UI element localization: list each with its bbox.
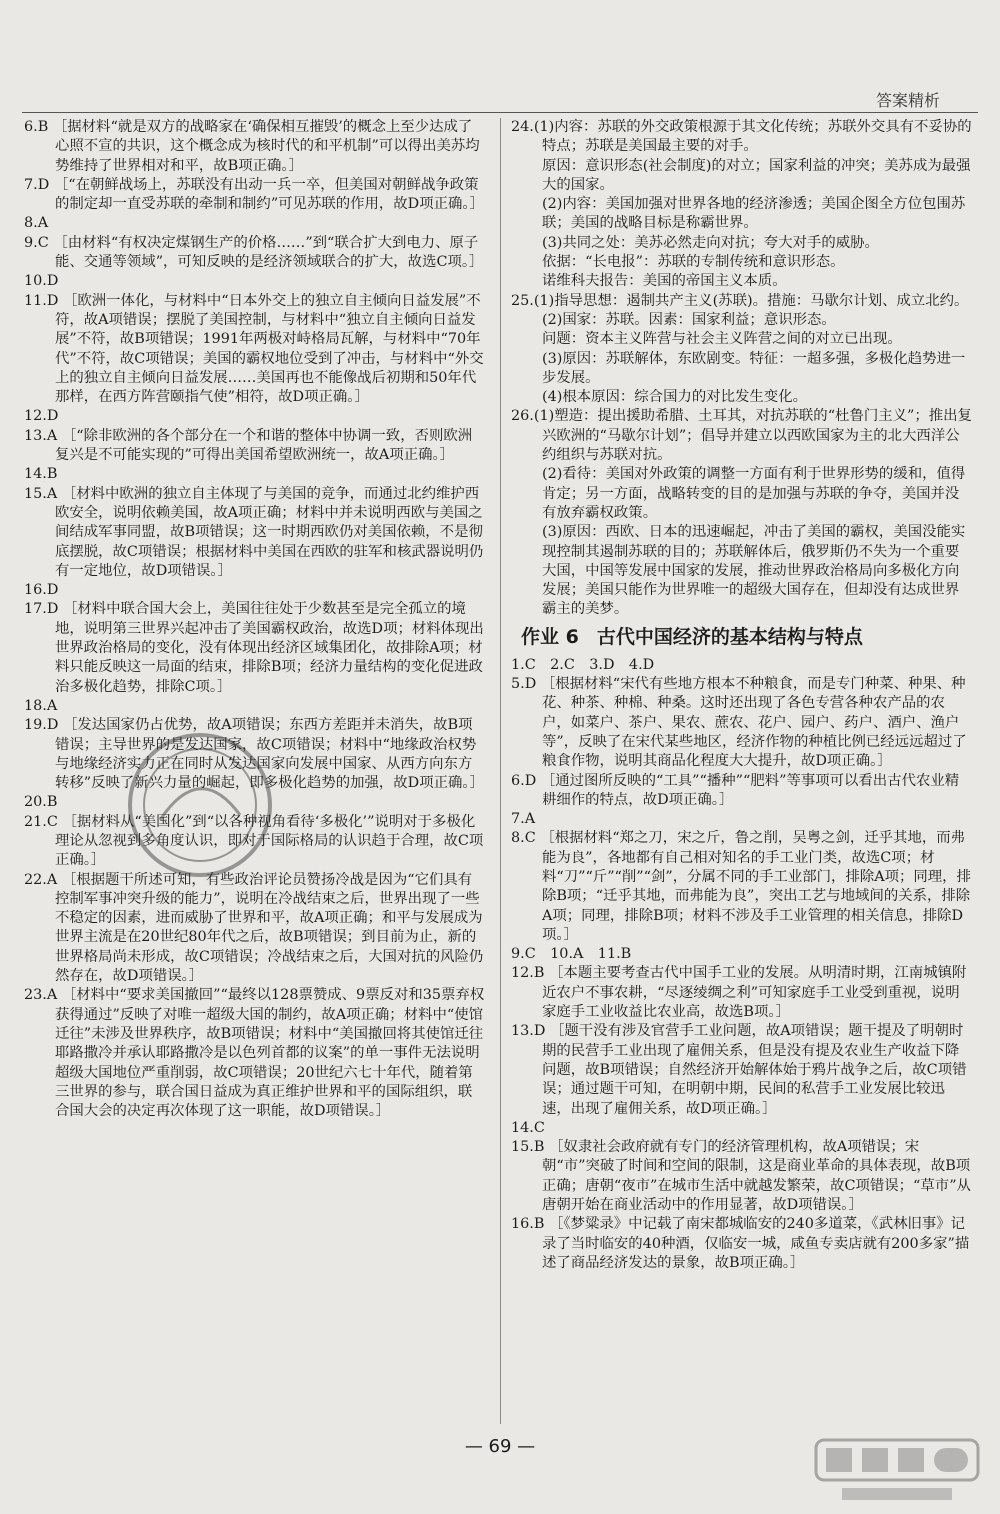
answer-entry: 11.D ［欧洲一体化，与材料中“日本外交上的独立自主倾向日益发展”不符，故A项错误；摆脱了美国控制，与材料中“独立自主倾向日益发展”不符，故B项错误；1991年两极对峙格局瓦解，与材料中“70年代”不符，故C项错误；美国的霸权地位受到了冲击，与材料中“外交上的独立自主倾向日益发展……美国再也不能像战后初期和50年代那样，在西方阵营颐指气使”相符，故D项正确。］ (24, 292, 484, 406)
answer-entry: (3)原因：苏联解体，东欧剧变。特征：一超多强，多极化趋势进一步发展。 (541, 350, 966, 386)
answer-entry: 13.A ［“除非欧洲的各个部分在一个和谐的整体中协调一致，否则欧洲复兴是不可能实现的”可得出美国希望欧洲统一，故A项正确。］ (24, 427, 473, 464)
answer-entry: 13.D ［题干没有涉及官营手工业问题，故A项错误；题干提及了明朝时期的民营手工业出现了雇佣关系，但是没有提及农业生产收益下降问题，故B项错误；自然经济开始解体始于鸦片战争之后，故C项错误；通过题干可知，在明朝中期，民间的私营手工业发展比较迅速，出现了雇佣关系，故D项正确。］ (511, 1023, 967, 1117)
answer-entry: 15.B ［奴隶社会政府就有专门的经济管理机构，故A项错误；宋朝“市”突破了时间和空间的限制，这是商业革命的具体表现，故B项正确；唐朝“夜市”在城市生活中就越发繁荣，故C项错误；“草市”从唐朝开始在商业活动中的作用显著，故D项错误。］ (511, 1139, 971, 1214)
section-label: 作业 6 (521, 625, 579, 648)
answers-part1 (511, 118, 973, 620)
answer-entry: 原因：意识形态(社会制度)的对立；国家利益的冲突；美苏成为最强大的国家。 (541, 157, 971, 193)
answer-entry: 25.(1)指导思想：遏制共产主义(苏联)。措施：马歇尔计划、成立北约。 (511, 292, 969, 309)
answer-entry: 14.C (511, 1119, 545, 1136)
answer-entry: (2)国家：苏联。因素：国家利益；意识形态。 (541, 311, 836, 328)
answer-entry: (2)内容：美国加强对世界各地的经济渗透；美国企图全方位包围苏联；美国的战略目标是称霸世界。 (541, 196, 966, 232)
answer-entry: 6.B ［据材料“就是双方的战略家在‘确保相互摧毁’的概念上至少达成了心照不宣的共识，这个概念成为核时代的和平机制”可以得出美苏均势维持了世界相对和平，故B项正确。］ (24, 119, 480, 174)
answer-entry: 9.C ［由材料“有权决定煤钢生产的价格……”到“联合扩大到电力、原子能、交通等领域”，可知反映的是经济领域联合的扩大，故选C项。］ (24, 234, 484, 271)
answer-entry: (3)原因：西欧、日本的迅速崛起，冲击了美国的霸权，美国没能实现控制其遏制苏联的目的；苏联解体后，俄罗斯仍不失为一个重要大国，中国等发展中国家的发展，推动世界政治格局向多极化方向发展；美国只能作为世界唯一的超级大国存在，但却没有达成世界霸主的美梦。 (541, 524, 966, 618)
right-column (511, 118, 973, 1273)
answer-entry: 1.C 2.C 3.D 4.D (511, 656, 655, 673)
answer-entry: 问题：资本主义阵营与社会主义阵营之间的对立已出现。 (541, 331, 902, 348)
answer-entry: 诺维科夫报告：美国的帝国主义本质。 (541, 273, 787, 290)
answer-entry: 16.D (24, 582, 59, 599)
answers-part2 (511, 656, 973, 1274)
answer-entry: 12.D (24, 408, 59, 425)
answer-entry: (4)根本原因：综合国力的对比发生变化。 (541, 389, 807, 406)
section-heading (521, 624, 973, 650)
section-title: 古代中国经济的基本结构与特点 (596, 625, 863, 648)
answer-entry: 20.B (24, 794, 58, 811)
answer-entry: 21.C ［据材料从“美国化”到“以各种视角看待‘多极化’”说明对于多极化理论从忽视到多角度认识，即对于国际格局的认识趋于合理，故C项正确。］ (24, 813, 484, 869)
answer-entry: (2)看待：美国对外政策的调整一方面有利于世界形势的缓和，值得肯定；另一方面，战略转变的目的是加强与苏联的争夺，美国并没有放弃霸权政策。 (541, 466, 966, 521)
answer-entry: 18.A (24, 697, 58, 714)
answer-entry: 依据：“长电报”：苏联的专制传统和意识形态。 (541, 254, 845, 271)
left-column (24, 118, 486, 1121)
answer-entry: 24.(1)内容：苏联的外交政策根源于其文化传统；苏联外交具有不妥协的特点；苏联是美国最主要的对手。 (511, 119, 972, 155)
answer-entry: 16.B ［《梦粱录》中记载了南宋都城临安的240多道菜，《武林旧事》记录了当时临安的40种酒，仅临安一城，咸鱼专卖店就有200多家”描述了商品经济发达的景象，故B项正确。］ (511, 1216, 970, 1271)
page-number: — 69 — (464, 1436, 536, 1457)
answer-entry: 7.A (511, 811, 536, 828)
answer-entry: (3)共同之处：美苏必然走向对抗；夸大对手的威胁。 (541, 234, 879, 251)
answer-entry: 5.D ［根据材料“宋代有些地方根本不种粮食，而是专门种菜、种果、种花、种茶、种棉、种桑。这时还出现了各色专营各种农产品的农户，如菜户、茶户、果农、蔗农、花户、园户、药户、酒户、渔户等”，反映了在宋代某些地区，经济作物的种植比例已经远远超过了粮食作物，说明其商品化程度大大提升，故D项正确。］ (511, 676, 967, 770)
answer-entry: 12.B ［本题主要考查古代中国手工业的发展。从明清时期，江南城镇附近农户不事农耕，“尽逐绫绸之利”可知家庭手工业受到重视，说明家庭手工业收益比农业高，故选B项。］ (511, 965, 967, 1021)
answer-entry: 17.D ［材料中联合国大会上，美国往往处于少数甚至是完全孤立的境地，说明第三世界兴起冲击了美国霸权政治，故选D项；材料体现出世界政治格局的变化，没有体现出经济区域集团化，故排除A项；材料只能反映这一局面的结束，排除B项；经济力量结构的变化促进政治多极化趋势，排除C项。］ (24, 601, 484, 695)
answer-entry: 8.C ［根据材料“郑之刀，宋之斤，鲁之削，吴粤之剑，迁乎其地，而弗能为良”，各地都有自己相对知名的手工业门类，故选C项；材料“刀”“斤”“削”“剑”，分属不同的手工业部门，排除A项；同理，排除B项；“迁乎其地，而弗能为良”，突出工艺与地域间的关系，排除A项；同理，排除B项；材料不涉及手工业管理的相关信息，排除D项。］ (511, 830, 971, 943)
answer-entry: 15.A ［材料中欧洲的独立自主体现了与美国的竞争，而通过北约维护西欧安全，说明依赖美国，故A项正确；材料中并未说明西欧与美国之间结成军事同盟，故B项错误；这一时期西欧仍对美国依赖，不是彻底摆脱，故C项错误；根据材料中美国在西欧的驻军和核武器说明仍有一定地位，故D项错误。］ (24, 485, 484, 579)
header-label: 答案精析 (875, 91, 940, 110)
answer-entry: 8.A (24, 215, 49, 232)
header-rule (22, 112, 978, 113)
answer-entry: 22.A ［根据题干所述可知，有些政治评论员赞扬冷战是因为“它们具有控制军事冲突升级的能力”，说明在冷战结束之后，世界出现了一些不稳定的因素，进而威胁了世界和平，故A项正确；和平与发展成为世界主流是在20世纪80年代之后，故B项错误；到目前为止，新的世界格局尚未形成，故C项错误；冷战结束之后，大国对抗的风险仍然存在，故D项错误。］ (24, 871, 484, 985)
answer-entry: 9.C 10.A 11.B (511, 946, 632, 963)
answer-entry: 7.D ［“在朝鲜战场上，苏联没有出动一兵一卒，但美国对朝鲜战争政策的制定却一直受苏联的牵制和制约”可见苏联的作用，故D项正确。］ (24, 176, 484, 213)
answer-entry: 19.D ［发达国家仍占优势，故A项错误；东西方差距并未消失，故B项错误；主导世界的是发达国家，故C项错误；材料中“地缘政治权势与地缘经济实力正在同时从发达国家向发展中国家、从西方向东方转移”反映了新兴力量的崛起，即多极化趋势的加强，故D项正确。］ (24, 717, 484, 792)
answer-entry: 6.D ［通过图所反映的“工具”“播种”“肥料”等事项可以看出古代农业精耕细作的特点，故D项正确。］ (511, 772, 960, 808)
answer-entry: 23.A ［材料中“要求美国撤回”“最终以128票赞成、9票反对和35票弃权获得通过”反映了对唯一超级大国的制约，故A项正确；材料中“使馆迁往”未涉及世界秩序，故B项错误；材料中“美国撤回将其使馆迁往耶路撒冷并承认耶路撒冷是以色列首都的议案”的单一事件无法说明超级大国地位严重削弱，故C项错误；20世纪六七十年代，随着第三世界的参与，联合国日益成为真正维护世界和平的国际组织，联合国大会的决定再次体现了这一职能，故D项错误。］ (24, 987, 485, 1120)
answer-entry: 14.B (24, 466, 58, 483)
answer-entry: 10.D (24, 273, 59, 290)
answer-entry: 26.(1)塑造：提出援助希腊、土耳其，对抗苏联的“杜鲁门主义”；推出复兴欧洲的“马歇尔计划”；倡导并建立以西欧国家为主的北大西洋公约组织与苏联对抗。 (511, 408, 972, 464)
column-divider (500, 118, 501, 1424)
